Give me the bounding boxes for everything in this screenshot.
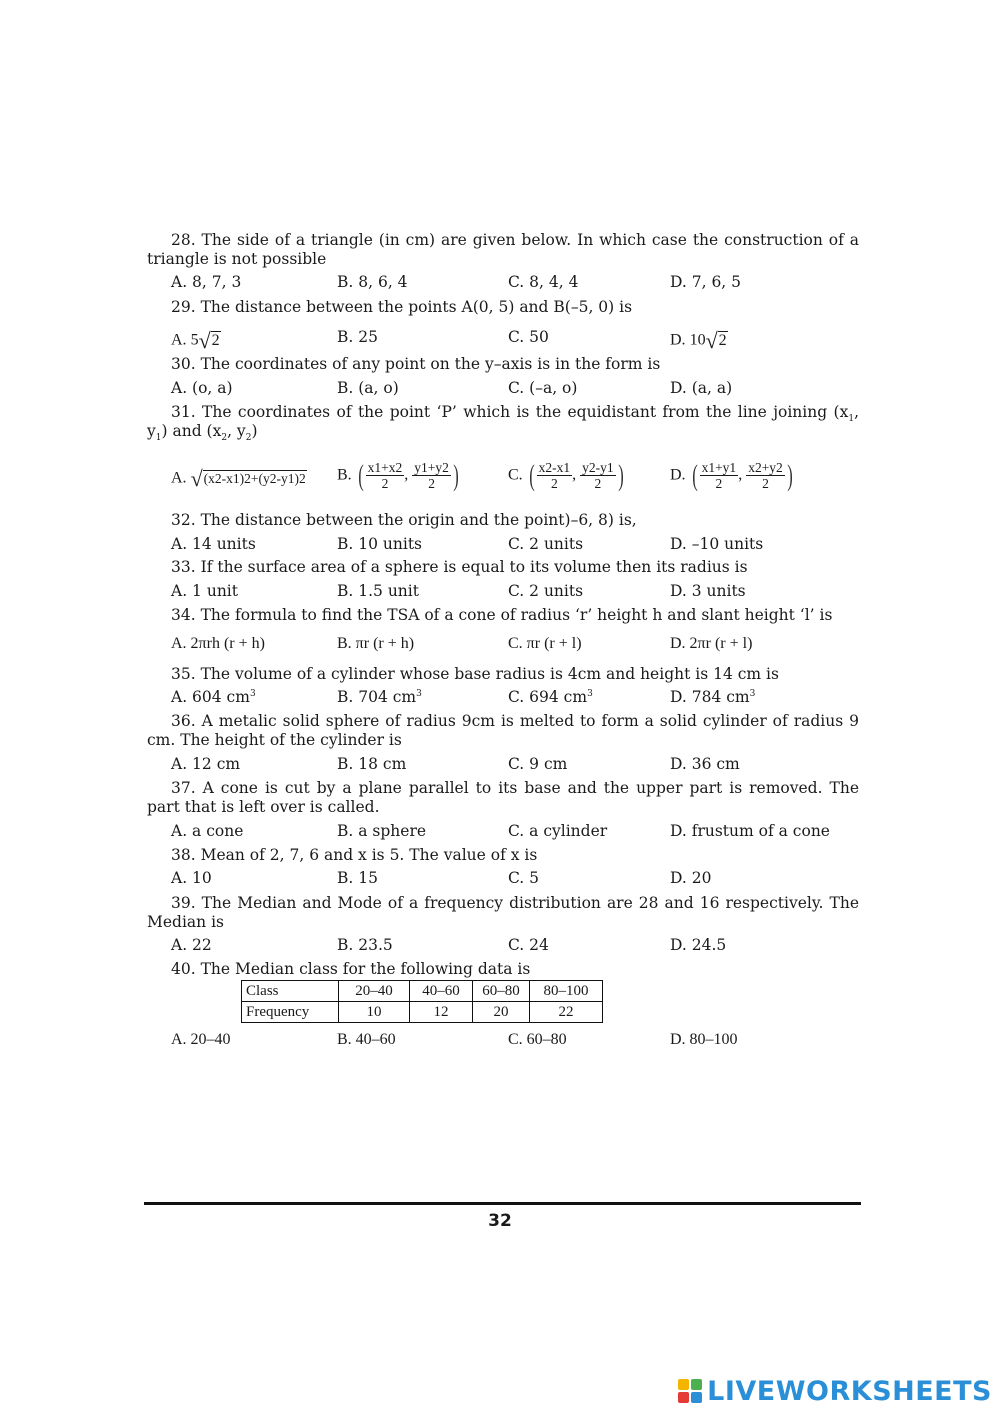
- option-b: B. a sphere: [337, 822, 427, 840]
- sqrt-symbol: √2: [198, 328, 220, 353]
- option-d: D. 24.5: [670, 936, 727, 954]
- question-31: [147, 403, 859, 444]
- option-c: C. 2 units: [508, 582, 584, 600]
- option-c: C. 8, 4, 4: [508, 273, 579, 291]
- options-36: [0, 755, 1000, 777]
- option-c: C. πr (r + l): [508, 635, 582, 652]
- option-d: D. 10√2: [670, 328, 727, 353]
- option-a: A. 14 units: [171, 535, 256, 553]
- option-c: C. 50: [508, 328, 549, 346]
- option-b: B. 15: [337, 869, 378, 887]
- options-40: [0, 1031, 1000, 1053]
- option-c: C. ( $\frac{x2-x1}{2}$ , $\frac{y2-y1}{2}$ ): [508, 458, 624, 492]
- table-cell: 20–40: [339, 981, 410, 1002]
- option-a: A. 22: [171, 936, 212, 954]
- question-36: [147, 712, 859, 750]
- question-30: [147, 355, 859, 374]
- option-b: B. (a, o): [337, 379, 399, 397]
- option-c: C. 2 units: [508, 535, 584, 553]
- options-35: [0, 688, 1000, 710]
- question-text: 30. The coordinates of any point on the y–axis is in the form is: [171, 355, 661, 373]
- option-d: D. 784 $cm^3$: [670, 688, 756, 706]
- option-b: B. 10 units: [337, 535, 423, 553]
- option-a: A. 8, 7, 3: [171, 273, 242, 291]
- option-b: B. 18 cm: [337, 755, 407, 773]
- option-a: A. √(x2-x1)2+(y2-y1)2: [171, 466, 306, 491]
- table-cell: 10: [339, 1002, 410, 1023]
- question-text: 40. The Median class for the following data is: [171, 960, 531, 978]
- question-37: [147, 779, 859, 817]
- option-c: C. (–a, o): [508, 379, 578, 397]
- option-d: D. 7, 6, 5: [670, 273, 742, 291]
- question-32: [147, 511, 859, 530]
- question-text: 38. Mean of 2, 7, 6 and x is 5. The value of x is: [171, 846, 538, 864]
- options-32: [0, 535, 1000, 557]
- table-cell: 20: [473, 1002, 530, 1023]
- question-40: [147, 960, 859, 979]
- option-c: C. a cylinder: [508, 822, 608, 840]
- option-d: D. 36 cm: [670, 755, 740, 773]
- frequency-table: [241, 980, 603, 1023]
- option-d: D. –10 units: [670, 535, 764, 553]
- options-28: [0, 273, 1000, 295]
- question-38: [147, 846, 859, 865]
- option-b: B. 25: [337, 328, 378, 346]
- options-37: [0, 822, 1000, 844]
- table-cell: Class: [242, 981, 339, 1002]
- question-33: [147, 558, 859, 577]
- table-row: [242, 1002, 603, 1023]
- option-a: A. 20–40: [171, 1031, 231, 1048]
- option-d: D. (a, a): [670, 379, 733, 397]
- table-cell: 80–100: [530, 981, 603, 1002]
- option-b: B. πr (r + h): [337, 635, 415, 652]
- page-number: 32: [488, 1211, 512, 1231]
- brand-text: LIVEWORKSHEETS: [707, 1376, 992, 1407]
- option-b: B. 8, 6, 4: [337, 273, 408, 291]
- option-c: C. 9 cm: [508, 755, 568, 773]
- option-b: B. 704 $cm^3$: [337, 688, 422, 706]
- option-d: D. frustum of a cone: [670, 822, 830, 840]
- option-a: A. 2πrh (r + h): [171, 635, 265, 652]
- question-text: 35. The volume of a cylinder whose base radius is 4cm and height is 14 cm is: [171, 665, 779, 683]
- question-text: 36. A metalic solid sphere of radius 9cm is melted to form a solid cylinder of radius 9 cm. The height of the cylinder is: [147, 712, 859, 749]
- question-text: 28. The side of a triangle (in cm) are given below. In which case the construction of a triangle is not possible: [147, 231, 859, 268]
- table-cell: Frequency: [242, 1002, 339, 1023]
- option-b: B. ( $\frac{x1+x2}{2}$ , $\frac{y1+y2}{2}$ ): [337, 458, 459, 492]
- question-text: 31. The coordinates of the point ‘P’ which is the equidistant from the line joining ($x_1$, $y_1$) and ($x_2$, $y_2$): [147, 403, 859, 444]
- question-text: 29. The distance between the points A(0, 5) and B(–5, 0) is: [171, 298, 633, 316]
- option-a: A. 1 unit: [171, 582, 238, 600]
- options-30: [0, 379, 1000, 401]
- question-34: [147, 606, 859, 625]
- sqrt-symbol: √(x2-x1)2+(y2-y1)2: [190, 466, 306, 491]
- table-cell: 40–60: [410, 981, 473, 1002]
- option-a: A. 5√2: [171, 328, 220, 353]
- option-a: A. 10: [171, 869, 212, 887]
- table-row: [242, 981, 603, 1002]
- question-28: [147, 231, 859, 269]
- options-33: [0, 582, 1000, 604]
- option-d: D. 3 units: [670, 582, 746, 600]
- option-a: A. (o, a): [171, 379, 233, 397]
- option-d: D. 20: [670, 869, 712, 887]
- question-text: 34. The formula to find the TSA of a cone of radius ‘r’ height h and slant height ‘l’ is: [171, 606, 833, 624]
- option-c: C. 694 $cm^3$: [508, 688, 593, 706]
- option-c: C. 60–80: [508, 1031, 567, 1048]
- option-b: B. 23.5: [337, 936, 393, 954]
- logo-grid-icon: [678, 1379, 704, 1405]
- question-text: 32. The distance between the origin and the point)–6, 8) is,: [171, 511, 637, 529]
- question-text: 39. The Median and Mode of a frequency distribution are 28 and 16 respectively. The Median is: [147, 894, 859, 931]
- options-34: [0, 635, 1000, 657]
- sqrt-symbol: √2: [705, 328, 727, 353]
- question-35: [147, 665, 859, 684]
- option-d: D. 2πr (r + l): [670, 635, 753, 652]
- option-d: D. 80–100: [670, 1031, 738, 1048]
- options-38: [0, 869, 1000, 891]
- question-29: [147, 298, 859, 317]
- option-c: C. 5: [508, 869, 540, 887]
- option-a: A. 604 $cm^3$: [171, 688, 256, 706]
- option-c: C. 24: [508, 936, 549, 954]
- table-cell: 22: [530, 1002, 603, 1023]
- option-a: A. 12 cm: [171, 755, 241, 773]
- options-31: [0, 460, 1000, 500]
- options-39: [0, 936, 1000, 958]
- option-d: D. ( $\frac{x1+y1}{2}$ , $\frac{x2+y2}{2}$ ): [670, 458, 793, 492]
- option-b: B. 40–60: [337, 1031, 396, 1048]
- question-text: 33. If the surface area of a sphere is equal to its volume then its radius is: [171, 558, 748, 576]
- option-b: B. 1.5 unit: [337, 582, 419, 600]
- footer-divider: [144, 1202, 861, 1205]
- table-cell: 60–80: [473, 981, 530, 1002]
- option-a: A. a cone: [171, 822, 244, 840]
- question-text: 37. A cone is cut by a plane parallel to its base and the upper part is removed. The part that is left over is called.: [147, 779, 859, 816]
- question-39: [147, 894, 859, 932]
- liveworksheets-logo: [678, 1376, 992, 1407]
- options-29: [0, 328, 1000, 353]
- table-cell: 12: [410, 1002, 473, 1023]
